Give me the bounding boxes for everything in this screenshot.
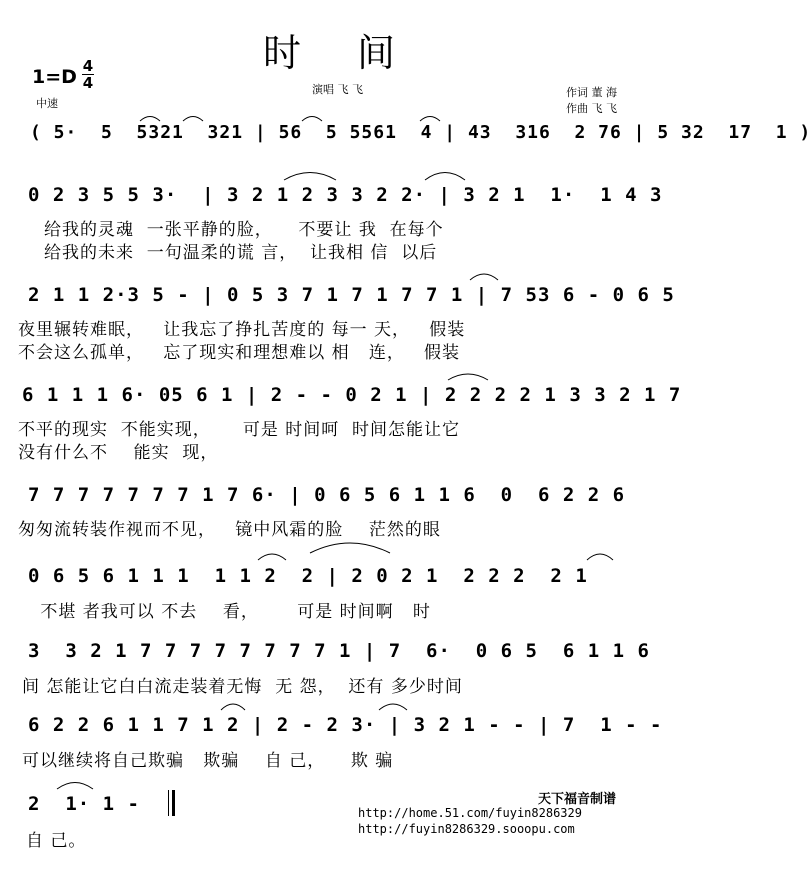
row-lyric-verse1: 给我的灵魂 一张平静的脸， 不要让 我 在每个 (44, 220, 444, 240)
row-notes: 7 7 7 7 7 7 7 1 7 6· | 0 6 5 6 1 1 6 0 6 2 2 6 (28, 484, 626, 506)
time-signature (82, 58, 94, 91)
singer-credit: 演唱 飞 飞 (312, 83, 363, 96)
row-lyric-verse1: 不平的现实 不能实现， 可是 时间呵 时间怎能让它 (18, 420, 461, 440)
row-lyric-verse1: 不堪 者我可以 不去 看， 可是 时间啊 时 (34, 602, 431, 622)
row-lyric-verse2: 不会这么孤单， 忘了现实和理想难以 相 连， 假装 (18, 343, 461, 363)
page-title: 时 间 (262, 31, 418, 75)
row-notes: 6 1 1 1 6· 05 6 1 | 2 - - 0 2 1 | 2 2 2 2 1 3 3 2 1 7 (22, 384, 682, 406)
key-signature: 1=D (32, 66, 77, 88)
row-notes: 2 1· 1 - (28, 793, 140, 815)
row-notes: 3 3 2 1 7 7 7 7 7 7 7 7 1 | 7 6· 0 6 5 6 1 1 6 (28, 640, 650, 662)
row-notes: 2 1 1 2·3 5 - | 0 5 3 7 1 7 1 7 7 1 | 7 53 6 - 0 6 5 (28, 284, 675, 306)
row-notes: 0 2 3 5 5 3· | 3 2 1 2 3 3 2 2· | 3 2 1 1· 1 4 3 (28, 184, 663, 206)
studio-credit: 天下福音制谱 (538, 792, 617, 807)
final-barline (168, 790, 169, 816)
tempo-marking: 中速 (36, 97, 58, 110)
lyricist-credit: 作词 董 海 (566, 86, 617, 99)
row-lyric-verse2: 没有什么不 能实 现， (18, 443, 219, 463)
row-lyric-verse1: 匆匆流转装作视而不见， 镜中风霜的脸 茫然的眼 (18, 520, 441, 540)
meter-bottom: 4 (82, 74, 94, 92)
row-lyric-verse1: 可以继续将自己欺骗 欺骗 自 己， 欺 骗 (22, 751, 394, 771)
intro-notes: ( 5· 5 5321 321 | 56 5 5561 4 | 43 316 2 76 | 5 32 17 1 ) (30, 122, 811, 143)
row-lyric-verse2: 给我的未来 一句温柔的谎 言， 让我相 信 以后 (44, 243, 438, 263)
row-lyric-verse1: 夜里辗转难眠， 让我忘了挣扎苦度的 每一 天， 假装 (18, 320, 466, 340)
row-notes: 6 2 2 6 1 1 7 1 2 | 2 - 2 3· | 3 2 1 - - | 7 1 - - (28, 714, 663, 736)
footer-url-1[interactable]: http://home.51.com/fuyin8286329 (358, 806, 582, 820)
final-barline-thick (172, 790, 175, 816)
row-lyric-verse1: 间 怎能让它白白流走装着无悔 无 怨， 还有 多少时间 (22, 677, 463, 697)
row-notes: 0 6 5 6 1 1 1 1 1 2 2 | 2 0 2 1 2 2 2 2 1 (28, 565, 588, 587)
meter-top: 4 (82, 57, 94, 75)
footer-url-2[interactable]: http://fuyin8286329.sooopu.com (358, 822, 575, 836)
row-lyric-verse1: 自 己。 (26, 831, 87, 851)
composer-credit: 作曲 飞 飞 (566, 102, 617, 115)
